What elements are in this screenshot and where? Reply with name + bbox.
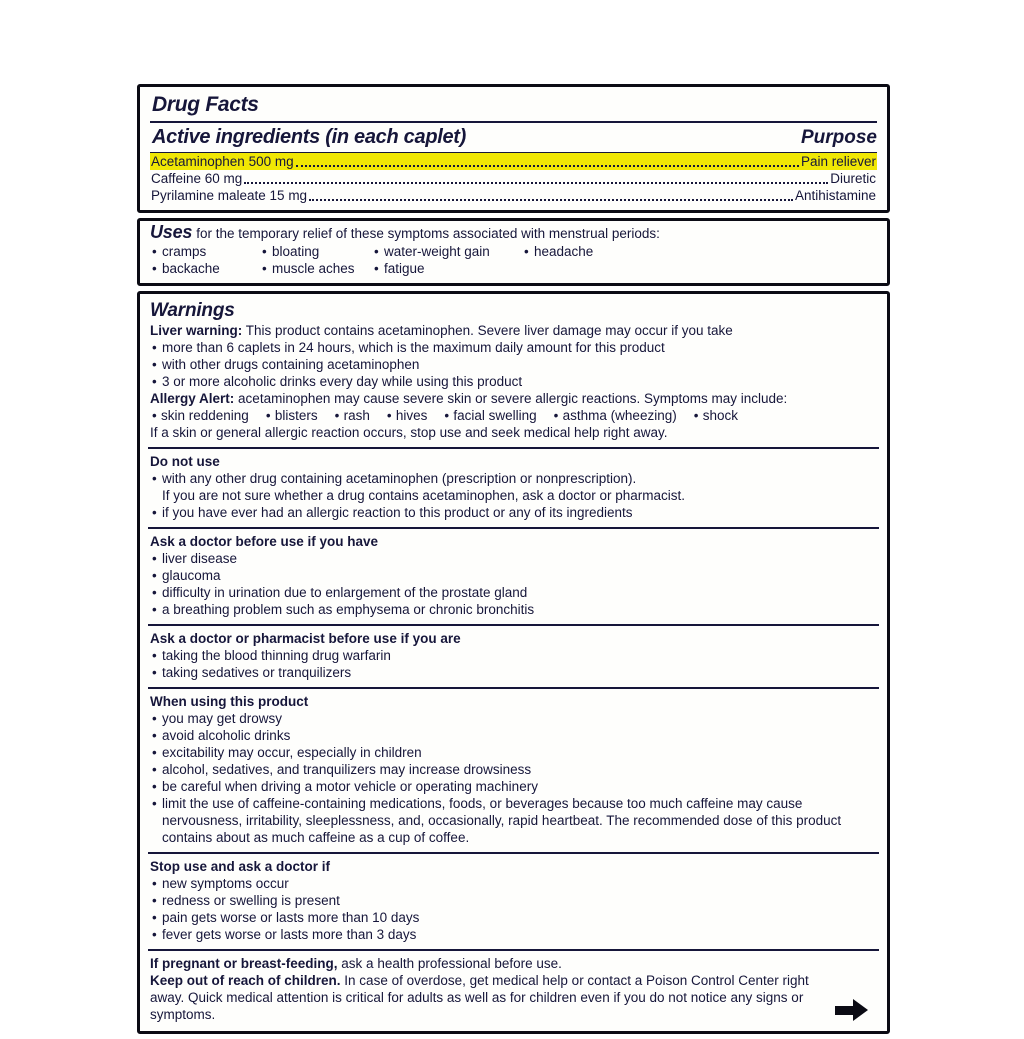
ask-doctor-pharmacist-bullet: • taking sedatives or tranquilizers [150, 664, 877, 681]
allergy-symptom: • rash [333, 407, 370, 424]
liver-bullet: • with other drugs containing acetaminophen [150, 356, 877, 373]
ingredient-name: Acetaminophen 500 mg [151, 154, 294, 169]
when-using-bullet: • excitability may occur, especially in children [150, 744, 877, 761]
active-ingredients-heading: Active ingredients (in each caplet) [152, 126, 467, 148]
dotted-leader [309, 199, 793, 201]
do-not-use-section [150, 452, 877, 523]
stop-use-bullet: • new symptoms occur [150, 875, 877, 892]
do-not-use-bullet: • if you have ever had an allergic reaction to this product or any of its ingredients [150, 504, 877, 521]
do-not-use-heading: Do not use [150, 454, 220, 469]
uses-box [137, 218, 890, 286]
ask-doctor-bullet: • a breathing problem such as emphysema or chronic bronchitis [150, 601, 877, 618]
symptom-item: • muscle aches [260, 260, 372, 277]
when-using-section [150, 692, 877, 848]
symptom-item: • cramps [150, 243, 260, 260]
allergy-symptom: • shock [692, 407, 738, 424]
allergy-alert-text: acetaminophen may cause severe skin or severe allergic reactions. Symptoms may include: [238, 391, 788, 406]
ask-doctor-bullet: • glaucoma [150, 567, 877, 584]
ask-doctor-bullet: • difficulty in urination due to enlargement of the prostate gland [150, 584, 877, 601]
symptom-item: • fatigue [372, 260, 522, 277]
allergy-alert-label: Allergy Alert: [150, 391, 235, 406]
stop-use-heading: Stop use and ask a doctor if [150, 859, 331, 874]
warnings-heading: Warnings [150, 300, 235, 321]
ask-doctor-heading: Ask a doctor before use if you have [150, 534, 379, 549]
ask-doctor-pharmacist-bullet: • taking the blood thinning drug warfarin [150, 647, 877, 664]
ingredient-purpose: Diuretic [830, 171, 876, 186]
drug-facts-label [137, 84, 890, 1039]
children-text: In case of overdose, get medical help or contact a Poison Control Center right away. Quick medical attention is critical for adults as well as for children even if you do not notice any signs or symptoms. [150, 973, 809, 1022]
pregnant-line [150, 955, 829, 972]
arrow-head [853, 999, 868, 1021]
allergy-symptom: • skin reddening [150, 407, 249, 424]
uses-heading: Uses [150, 222, 193, 242]
ingredient-purpose: Antihistamine [794, 188, 876, 203]
allergy-footer: If a skin or general allergic reaction occurs, stop use and seek medical help right away. [150, 425, 668, 440]
when-using-bullet: • be careful when driving a motor vehicle or operating machinery [150, 778, 877, 795]
allergy-symptom: • blisters [264, 407, 318, 424]
arrow-shaft [835, 1006, 855, 1015]
section-divider [148, 949, 879, 951]
symptom-item: • headache [522, 243, 877, 260]
stop-use-bullet: • fever gets worse or lasts more than 3 days [150, 926, 877, 943]
liver-bullet: • more than 6 caplets in 24 hours, which is the maximum daily amount for this product [150, 339, 877, 356]
symptom-item: • backache [150, 260, 260, 277]
ask-doctor-pharmacist-section [150, 629, 877, 683]
allergy-symptoms-list [150, 407, 877, 424]
ingredient-row-caffeine [150, 170, 877, 187]
drug-facts-title: Drug Facts [150, 90, 877, 123]
do-not-use-bullet: • with any other drug containing acetaminophen (prescription or nonprescription). [150, 470, 877, 487]
ingredient-purpose: Pain reliever [800, 154, 876, 169]
allergy-symptom: • facial swelling [442, 407, 536, 424]
liver-warning-text: This product contains acetaminophen. Severe liver damage may occur if you take [245, 323, 733, 338]
liver-warning-line [150, 322, 877, 339]
arrow-right-icon [835, 999, 875, 1021]
liver-bullet: • 3 or more alcoholic drinks every day while using this product [150, 373, 877, 390]
do-not-use-note: If you are not sure whether a drug contains acetaminophen, ask a doctor or pharmacist. [162, 488, 686, 503]
warnings-box [137, 291, 890, 1034]
symptom-item: • water-weight gain [372, 243, 522, 260]
ask-doctor-pharmacist-heading: Ask a doctor or pharmacist before use if you are [150, 631, 461, 646]
when-using-bullet: • limit the use of caffeine-containing medications, foods, or beverages because too much caffeine may cause nervousness, irritability, sleeplessness, and, occasionally, rapid heartbeat. The recommended dose of this product contains about as much caffeine as a cup of coffee. [150, 795, 877, 846]
stop-use-bullet: • redness or swelling is present [150, 892, 877, 909]
ingredient-row-pyrilamine [150, 187, 877, 204]
uses-heading-line [150, 224, 877, 243]
dotted-leader [296, 165, 799, 167]
pregnant-bold-text: If pregnant or breast-feeding, [150, 956, 338, 971]
warnings-section [150, 297, 877, 443]
when-using-bullet: • avoid alcoholic drinks [150, 727, 877, 744]
purpose-heading: Purpose [800, 127, 877, 148]
uses-symptoms-row2 [150, 260, 877, 277]
liver-warning-label: Liver warning: [150, 323, 243, 338]
section-divider [148, 447, 879, 449]
when-using-bullet: • alcohol, sedatives, and tranquilizers may increase drowsiness [150, 761, 877, 778]
ask-doctor-section [150, 532, 877, 620]
section-divider [148, 624, 879, 626]
pregnancy-children-section [150, 954, 877, 1025]
children-bold-text: Keep out of reach of children. [150, 973, 341, 988]
when-using-bullet: • you may get drowsy [150, 710, 877, 727]
allergy-symptom: • asthma (wheezing) [552, 407, 677, 424]
dotted-leader [244, 182, 828, 184]
ask-doctor-bullet: • liver disease [150, 550, 877, 567]
ingredient-row-acetaminophen [150, 153, 877, 170]
ingredient-name: Caffeine 60 mg [151, 171, 243, 186]
active-ingredients-box [137, 84, 890, 213]
section-divider [148, 527, 879, 529]
stop-use-bullet: • pain gets worse or lasts more than 10 days [150, 909, 877, 926]
pregnant-text: ask a health professional before use. [341, 956, 562, 971]
keep-out-of-reach-line [150, 972, 829, 1023]
section-divider [148, 852, 879, 854]
allergy-alert-line [150, 390, 877, 407]
section-divider [148, 687, 879, 689]
active-ingredients-heading-row [150, 123, 877, 153]
uses-symptoms-row1 [150, 243, 877, 260]
symptom-item: • bloating [260, 243, 372, 260]
stop-use-section [150, 857, 877, 945]
allergy-symptom: • hives [385, 407, 428, 424]
when-using-heading: When using this product [150, 694, 309, 709]
ingredient-name: Pyrilamine maleate 15 mg [151, 188, 308, 203]
uses-intro: for the temporary relief of these symptoms associated with menstrual periods: [196, 226, 660, 241]
